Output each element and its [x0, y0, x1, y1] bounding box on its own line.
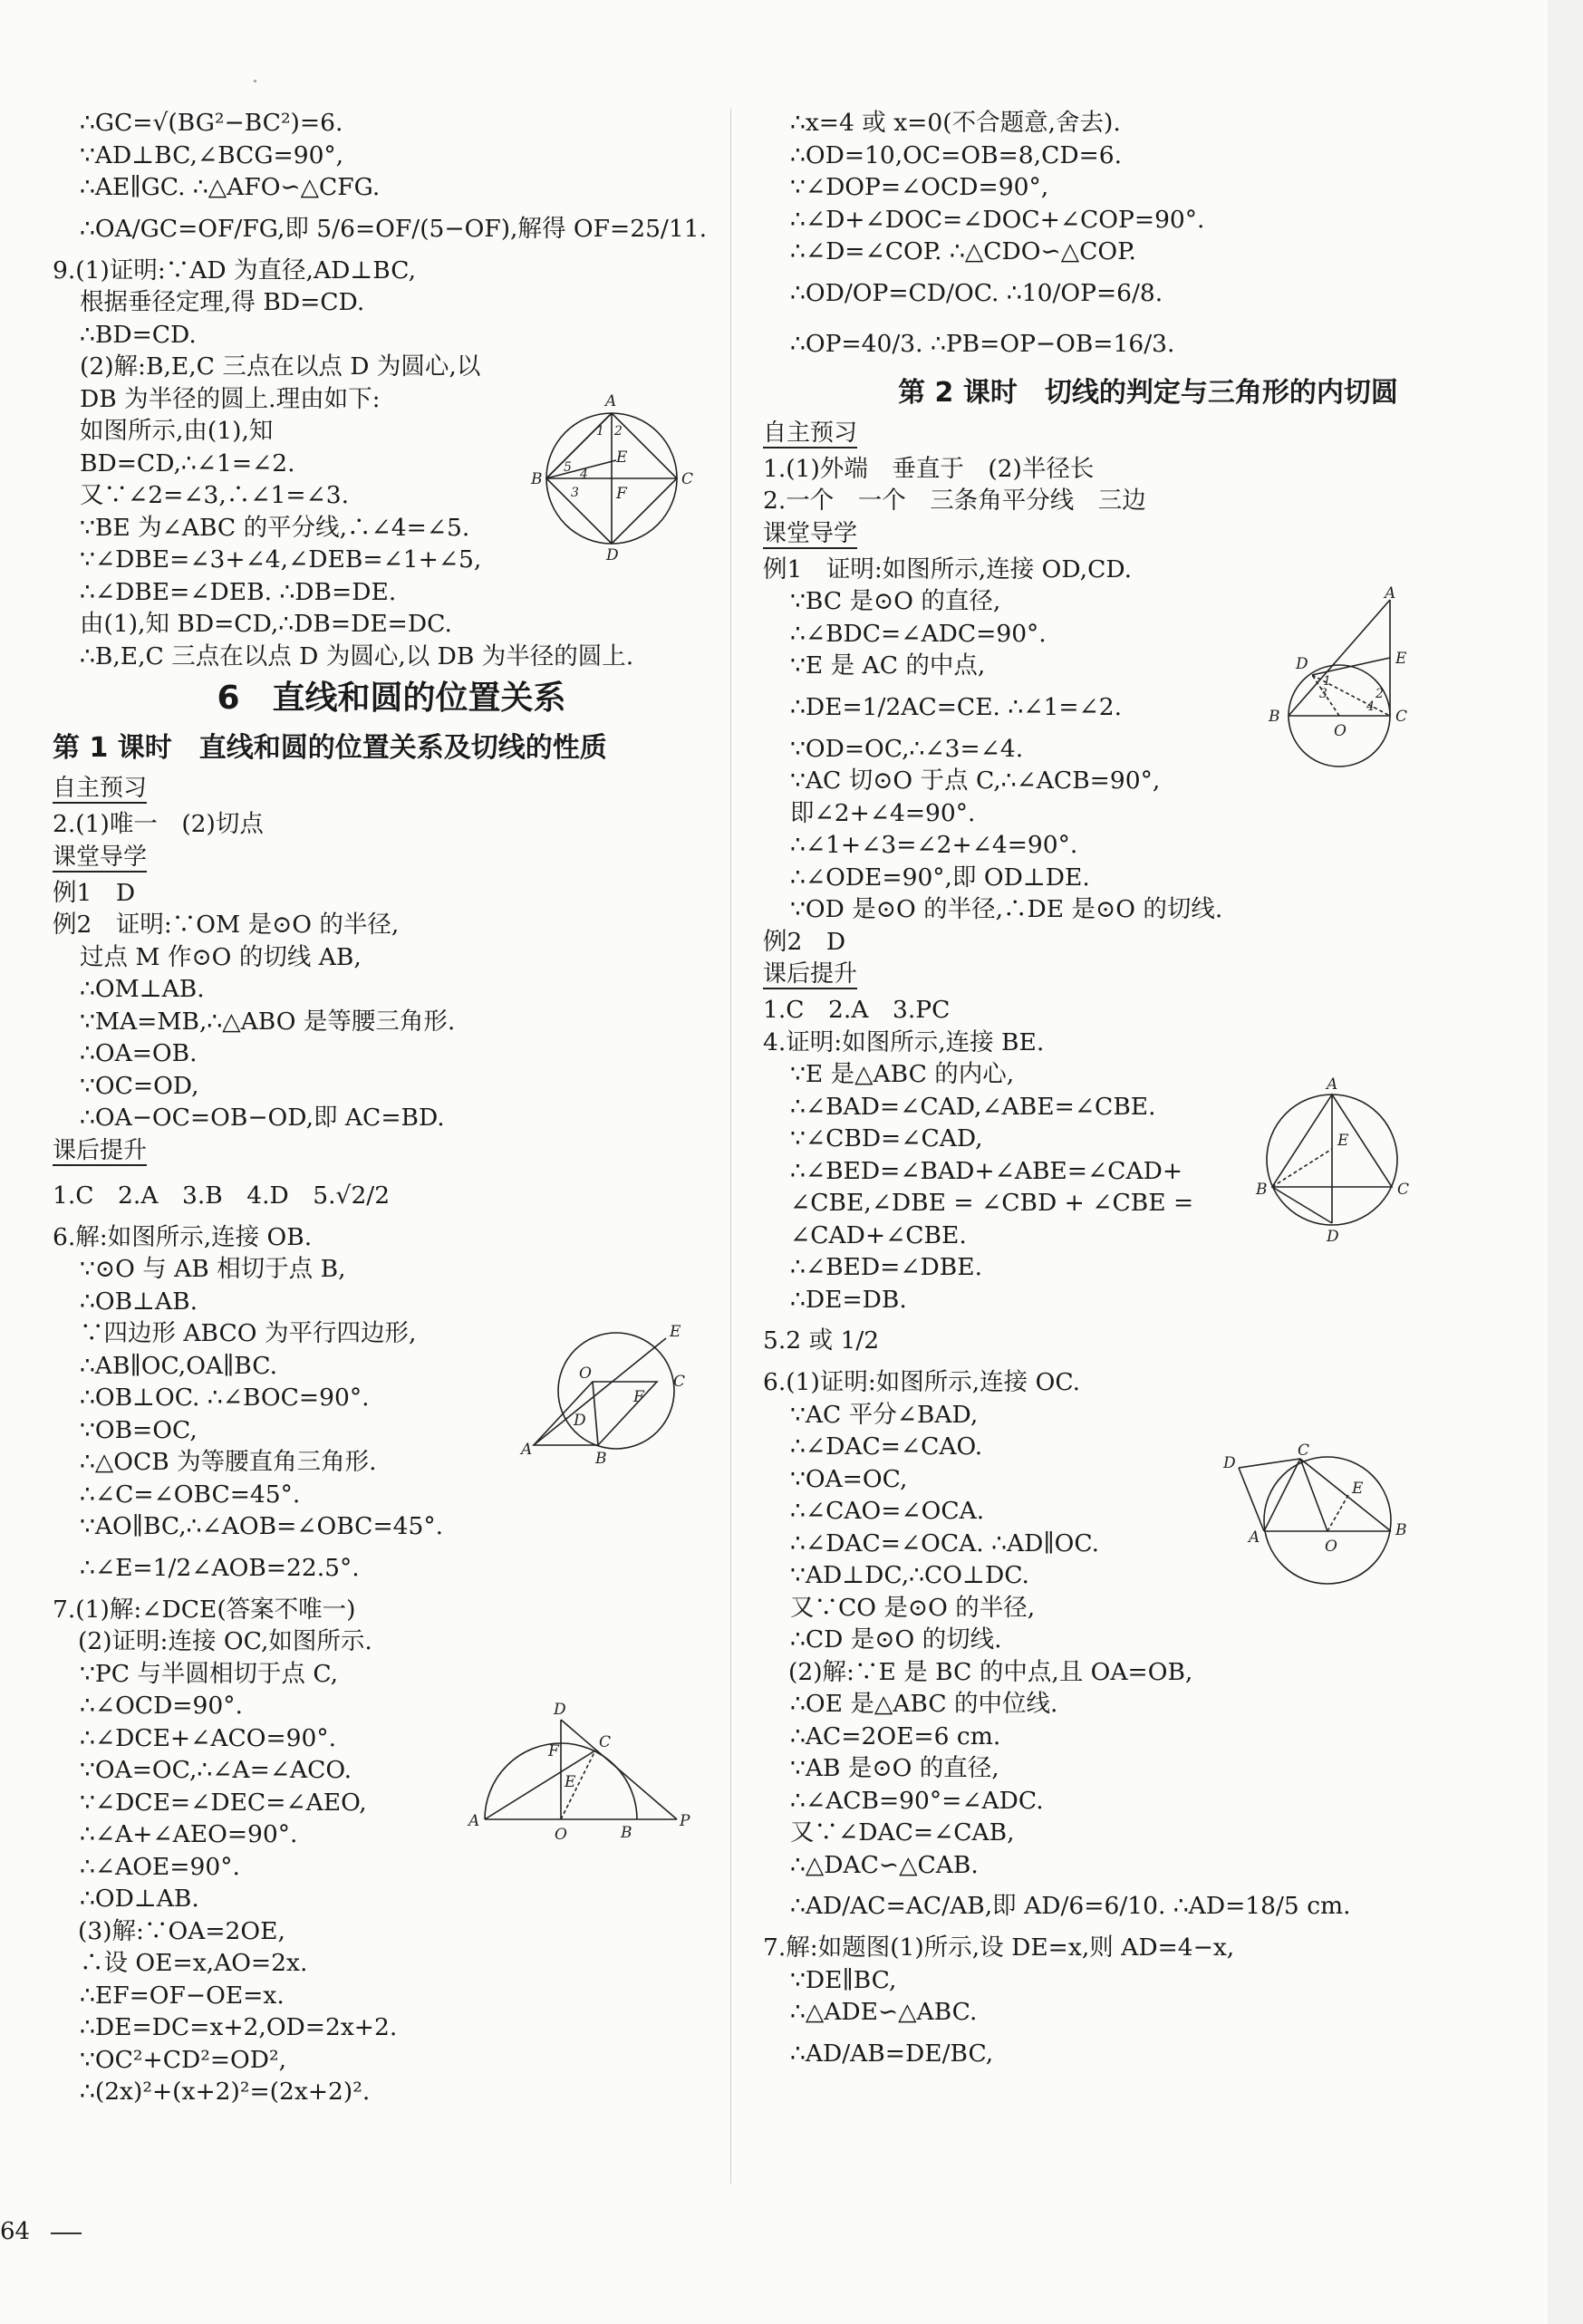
text-line: ∴∠DAC=∠CAO.	[790, 1432, 983, 1461]
ex1-label: 4	[1366, 699, 1375, 714]
fig6r-label: E	[1352, 1480, 1364, 1498]
text-line: ∵AD⊥BC,∠BCG=90°,	[80, 140, 344, 169]
fig4-label: E	[1337, 1132, 1349, 1150]
text-line: ∵PC 与半圆相切于点 C,	[80, 1659, 339, 1688]
text-line: ∴OA/GC=OF/FG,即 5/6=OF/(5−OF),解得 OF=25/11.	[80, 214, 708, 243]
fig7-label: F	[548, 1742, 559, 1760]
text-line: 又∵CO 是⊙O 的半径,	[790, 1593, 1036, 1622]
text-line: 1.(1)外端 垂直于 (2)半径长	[763, 454, 1095, 483]
text-line: 例2 D	[763, 927, 846, 956]
text-line: ∴∠ACB=90°=∠ADC.	[790, 1786, 1044, 1815]
figure-q9-circle	[526, 390, 698, 562]
page-number: 64	[0, 2218, 31, 2245]
page-number-rule	[51, 2232, 82, 2234]
ex1-label: O	[1334, 722, 1347, 740]
fig9-label: C	[681, 470, 694, 488]
fig9-label: E	[616, 448, 628, 467]
figure-q4-incenter	[1252, 1071, 1415, 1248]
text-line: 2.一个 一个 三条角平分线 三边	[763, 487, 1146, 515]
fig4-label: D	[1327, 1228, 1339, 1246]
text-line: 如图所示,由(1),知	[80, 417, 274, 445]
section-label: 课堂导学	[763, 519, 858, 547]
text-line: 1.C 2.A 3.B 4.D 5.√2/2	[53, 1181, 391, 1210]
text-line: 又∵∠DAC=∠CAB,	[790, 1818, 1015, 1847]
text-line: 7.(1)解:∠DCE(答案不唯一)	[53, 1595, 356, 1624]
text-line: ∴∠E=1/2∠AOB=22.5°.	[80, 1553, 360, 1582]
fig7-label: C	[599, 1733, 612, 1751]
figure-q7-semicircle	[467, 1694, 689, 1844]
text-line: ∵∠DOP=∠OCD=90°,	[790, 173, 1049, 201]
text-line: ∴OP=40/3. ∴PB=OP−OB=16/3.	[790, 329, 1175, 358]
text-line: ∵OC²+CD²=OD²,	[80, 2045, 287, 2074]
fig9-label: 2	[614, 424, 623, 439]
text-line: 即∠2+∠4=90°.	[790, 798, 976, 827]
text-line: ∴△ADE∽△ABC.	[790, 1998, 978, 2026]
figure-q6-left	[521, 1318, 702, 1486]
text-line: ∴△OCB 为等腰直角三角形.	[80, 1448, 377, 1476]
text-line: ∠CBE,∠DBE = ∠CBD + ∠CBE =	[790, 1189, 1194, 1217]
text-line: ∠CAD+∠CBE.	[790, 1220, 967, 1249]
fig9-label: B	[531, 470, 543, 488]
text-line: ∴DE=DC=x+2,OD=2x+2.	[80, 2013, 398, 2041]
text-line: ∴AE∥GC. ∴△AFO∽△CFG.	[80, 173, 381, 201]
fig7-label: E	[565, 1773, 576, 1791]
fig6-label: C	[673, 1373, 686, 1391]
text-line: ∵E 是 AC 的中点,	[790, 651, 986, 680]
text-line: (3)解:∵OA=2OE,	[78, 1916, 285, 1945]
section-label: 自主预习	[763, 419, 858, 447]
text-line: ∴∠OCD=90°.	[80, 1692, 243, 1720]
text-line: 例2 证明:∵OM 是⊙O 的半径,	[53, 911, 400, 939]
text-line: ∵OA=OC,∴∠A=∠ACO.	[80, 1756, 352, 1784]
text-line: ∵E 是△ABC 的内心,	[790, 1060, 1015, 1088]
text-line: ∵BE 为∠ABC 的平分线,∴∠4=∠5.	[80, 513, 470, 542]
text-line: ∴∠DCE+∠ACO=90°.	[80, 1723, 337, 1752]
fig6r-label: O	[1325, 1538, 1337, 1556]
text-line: ∵∠CBD=∠CAD,	[790, 1124, 983, 1152]
text-line: 2.(1)唯一 (2)切点	[53, 810, 264, 838]
text-line: ∴∠D+∠DOC=∠DOC+∠COP=90°.	[790, 205, 1205, 234]
ex1-label: A	[1385, 584, 1396, 603]
text-line: ∴B,E,C 三点在以点 D 为圆心,以 DB 为半径的圆上.	[80, 641, 634, 670]
text-line: ∴OD=10,OC=OB=8,CD=6.	[790, 140, 1123, 169]
text-line: ∴∠DBE=∠DEB. ∴DB=DE.	[80, 577, 397, 606]
section-label: 课后提升	[53, 1136, 148, 1164]
text-line: DB 为半径的圆上.理由如下:	[80, 384, 381, 413]
fig9-label: 3	[571, 486, 579, 500]
text-line: ∴AC=2OE=6 cm.	[790, 1721, 1001, 1750]
text-line: ∵OD=OC,∴∠3=∠4.	[790, 734, 1024, 763]
text-line: ∵AB 是⊙O 的直径,	[790, 1754, 999, 1782]
fig6-label: A	[521, 1441, 533, 1459]
text-line: ∴∠D=∠COP. ∴△CDO∽△COP.	[790, 237, 1136, 265]
text-line: ∵AD⊥DC,∴CO⊥DC.	[790, 1561, 1029, 1589]
fig4-label: C	[1397, 1181, 1410, 1199]
text-line: ∴x=4 或 x=0(不合题意,舍去).	[790, 109, 1121, 137]
section-title: 6 直线和圆的位置关系	[217, 680, 566, 717]
section-label: 课堂导学	[53, 843, 148, 871]
fig6r-label: B	[1395, 1521, 1407, 1539]
text-line: ∴OA=OB.	[80, 1039, 198, 1067]
page-edge-shadow	[1548, 0, 1583, 2324]
ex1-label: 1	[1323, 674, 1331, 689]
ex1-label: E	[1395, 650, 1407, 668]
fig9-label: A	[605, 392, 617, 410]
text-line: (2)解:B,E,C 三点在以点 D 为圆心,以	[80, 352, 481, 381]
fig6r-label: C	[1298, 1442, 1310, 1460]
text-line: 1.C 2.A 3.PC	[763, 996, 951, 1024]
text-line: ∴∠BDC=∠ADC=90°.	[790, 619, 1047, 648]
lesson-title: 第 1 课时 直线和圆的位置关系及切线的性质	[53, 732, 607, 764]
text-line: ∴∠BED=∠DBE.	[790, 1253, 983, 1281]
text-line: (2)证明:连接 OC,如图所示.	[78, 1627, 372, 1655]
text-line: 4.证明:如图所示,连接 BE.	[763, 1027, 1045, 1056]
column-divider	[730, 109, 731, 2184]
text-line: ∴CD 是⊙O 的切线.	[790, 1625, 1002, 1654]
fig6r-label: D	[1223, 1454, 1236, 1472]
text-line: ∵AC 切⊙O 于点 C,∴∠ACB=90°,	[790, 767, 1161, 795]
text-line: 6.(1)证明:如图所示,连接 OC.	[763, 1368, 1081, 1396]
fig9-label: D	[606, 546, 619, 564]
fig7-label: P	[680, 1812, 690, 1830]
text-line: ∴BD=CD.	[80, 320, 197, 349]
text-line: ∵BC 是⊙O 的直径,	[790, 587, 1001, 615]
text-line: ∵∠DCE=∠DEC=∠AEO,	[80, 1788, 367, 1817]
fig7-label: O	[555, 1826, 567, 1844]
text-line: 例1 证明:如图所示,连接 OD,CD.	[763, 554, 1133, 583]
fig6-label: E	[670, 1323, 681, 1341]
fig6-label: B	[595, 1450, 607, 1468]
ex1-label: D	[1296, 655, 1308, 673]
text-line: ∵∠DBE=∠3+∠4,∠DEB=∠1+∠5,	[80, 545, 482, 574]
text-line: 7.解:如题图(1)所示,设 DE=x,则 AD=4−x,	[763, 1933, 1235, 1962]
text-line: ∵DE∥BC,	[790, 1965, 897, 1994]
text-line: ∵⊙O 与 AB 相切于点 B,	[80, 1255, 346, 1283]
ex1-label: 2	[1375, 687, 1384, 701]
fig9-label: F	[616, 485, 627, 503]
fig7-label: B	[621, 1824, 632, 1842]
fig9-label: 5	[564, 460, 572, 475]
text-line: ∴AD/AB=DE/BC,	[790, 2039, 994, 2068]
text-line: ∴∠AOE=90°.	[80, 1852, 240, 1881]
section-label: 自主预习	[53, 775, 148, 802]
fig4-label: A	[1327, 1075, 1338, 1094]
fig9-label: 4	[580, 468, 588, 482]
section-label: 课后提升	[763, 960, 858, 988]
text-line: ∴GC=√(BG²−BC²)=6.	[80, 109, 343, 137]
fig6-label: D	[574, 1412, 586, 1430]
text-line: ∴AB∥OC,OA∥BC.	[80, 1351, 278, 1380]
fig9-label: 1	[596, 424, 604, 439]
text-line: 由(1),知 BD=CD,∴DB=DE=DC.	[80, 610, 452, 638]
text-line: ∴△DAC∽△CAB.	[790, 1850, 979, 1879]
ex1-label: C	[1395, 708, 1408, 726]
text-line: ∴OD/OP=CD/OC. ∴10/OP=6/8.	[790, 278, 1163, 307]
text-line: ∴OE 是△ABC 的中位线.	[790, 1690, 1058, 1718]
text-line: 6.解:如图所示,连接 OB.	[53, 1222, 313, 1251]
text-line: ∴OD⊥AB.	[80, 1885, 199, 1913]
text-line: 例1 D	[53, 878, 136, 907]
text-line: ∵OB=OC,	[80, 1415, 198, 1444]
text-line: ∵MA=MB,∴△ABO 是等腰三角形.	[80, 1007, 456, 1036]
right-column	[763, 107, 1533, 2079]
text-line: ∴AD/AC=AC/AB,即 AD/6=6/10. ∴AD=18/5 cm.	[790, 1892, 1351, 1920]
text-line: ∴∠BAD=∠CAD,∠ABE=∠CBE.	[790, 1092, 1156, 1121]
text-line: 9.(1)证明:∵AD 为直径,AD⊥BC,	[53, 256, 417, 284]
text-line: ∴∠CAO=∠OCA.	[790, 1497, 985, 1525]
text-line: ∴EF=OF−OE=x.	[80, 1981, 285, 2010]
text-line: ∴OA−OC=OB−OD,即 AC=BD.	[80, 1104, 445, 1132]
text-line: ∵OA=OC,	[790, 1464, 908, 1493]
text-line: ∴∠BED=∠BAD+∠ABE=∠CAD+	[790, 1156, 1183, 1185]
text-line: ∴∠A+∠AEO=90°.	[80, 1820, 298, 1848]
text-line: ∵OC=OD,	[80, 1071, 199, 1100]
fig6-label: F	[633, 1388, 644, 1406]
ex1-label: 3	[1319, 687, 1327, 701]
text-line: ∵AC 平分∠BAD,	[790, 1400, 979, 1429]
text-line: ∴OM⊥AB.	[80, 975, 205, 1003]
scan-speck	[254, 80, 256, 82]
ex1-label: B	[1269, 708, 1280, 726]
text-line: ∵四边形 ABCO 为平行四边形,	[80, 1319, 417, 1347]
text-line: ∴DE=1/2AC=CE. ∴∠1=∠2.	[790, 692, 1123, 721]
fig7-label: A	[468, 1812, 480, 1830]
text-line: ∴∠ODE=90°,即 OD⊥DE.	[790, 863, 1090, 892]
text-line: (2)解:∵E 是 BC 的中点,且 OA=OB,	[788, 1657, 1193, 1686]
text-line: ∴(2x)²+(x+2)²=(2x+2)².	[80, 2078, 371, 2106]
text-line: 过点 M 作⊙O 的切线 AB,	[80, 942, 362, 971]
text-line: ∴DE=DB.	[790, 1285, 907, 1314]
fig4-label: B	[1256, 1181, 1268, 1199]
text-line: ∴OB⊥AB.	[80, 1287, 198, 1316]
text-line: BD=CD,∴∠1=∠2.	[80, 448, 295, 477]
lesson-title: 第 2 课时 切线的判定与三角形的内切圆	[898, 376, 1398, 409]
text-line: ∴OB⊥OC. ∴∠BOC=90°.	[80, 1384, 370, 1412]
text-line: ∵OD 是⊙O 的半径,∴DE 是⊙O 的切线.	[790, 895, 1223, 923]
text-line: 又∵∠2=∠3,∴∠1=∠3.	[80, 481, 350, 509]
text-line: ∴∠1+∠3=∠2+∠4=90°.	[790, 831, 1078, 859]
fig7-label: D	[554, 1701, 566, 1719]
text-line: ∴设 OE=x,AO=2x.	[80, 1949, 308, 1977]
figure-example1	[1258, 584, 1416, 775]
figure-q6-right	[1214, 1442, 1418, 1597]
text-line: 根据垂径定理,得 BD=CD.	[80, 288, 365, 316]
text-line: ∴∠DAC=∠OCA. ∴AD∥OC.	[790, 1528, 1100, 1557]
text-line: 5.2 或 1/2	[763, 1326, 880, 1355]
fig6-label: O	[579, 1365, 592, 1383]
fig6r-label: A	[1249, 1528, 1260, 1547]
text-line: ∴∠C=∠OBC=45°.	[80, 1480, 301, 1509]
text-line: ∵AO∥BC,∴∠AOB=∠OBC=45°.	[80, 1512, 444, 1540]
